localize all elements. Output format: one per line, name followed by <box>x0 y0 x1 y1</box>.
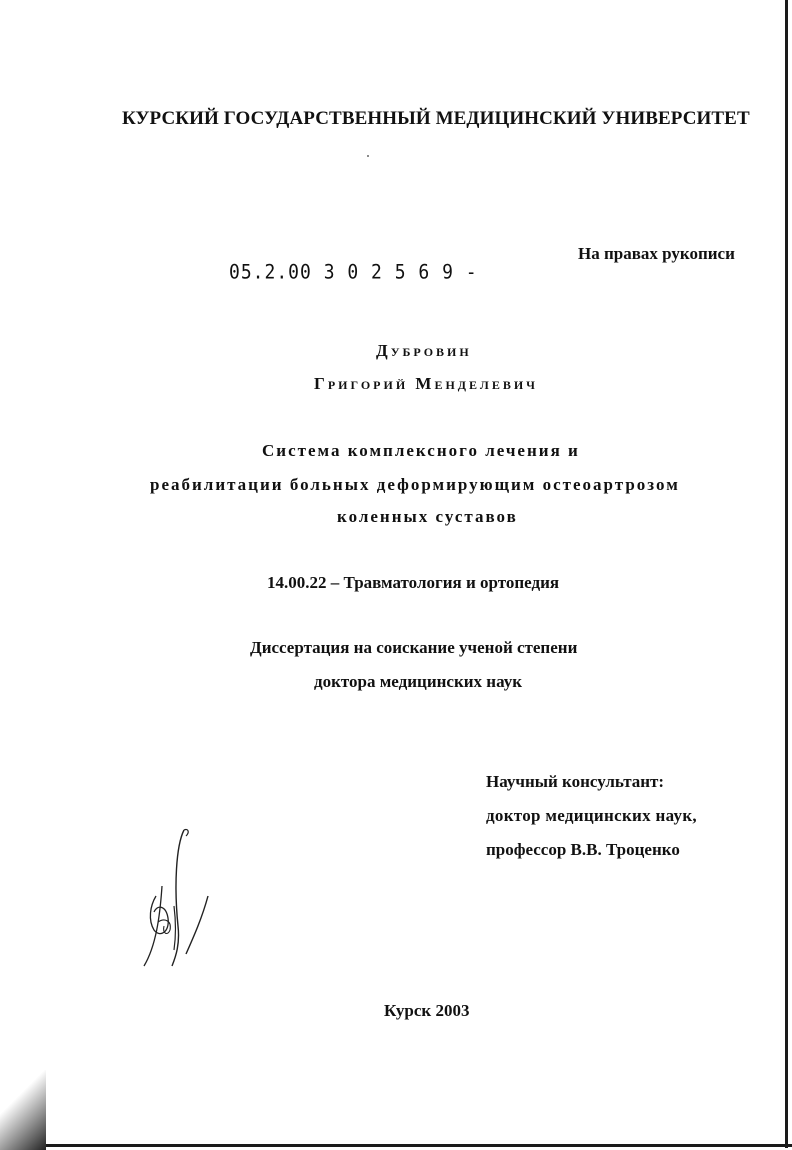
handwritten-signature <box>136 826 216 970</box>
degree-line: Диссертация на соискание ученой степени <box>250 638 578 657</box>
consultant-degree: доктор медицинских наук, <box>486 806 697 825</box>
university-name: КУРСКИЙ ГОСУДАРСТВЕННЫЙ МЕДИЦИНСКИЙ УНИВЕРСИТЕТ <box>122 108 750 129</box>
thesis-title-line: реабилитации больных деформирующим остеоартрозом <box>150 475 680 494</box>
scan-speck <box>367 155 369 157</box>
rights-note: На правах рукописи <box>578 244 735 263</box>
author-given-names: Григорий Менделевич <box>314 374 538 393</box>
author-surname: Дубровин <box>376 341 472 360</box>
specialty: 14.00.22 – Травматология и ортопедия <box>267 573 560 592</box>
city-year: Курск 2003 <box>384 1001 470 1020</box>
thesis-title-line: коленных суставов <box>337 507 518 526</box>
archive-stamp: 05.2.00 3 0 2 5 6 9 - <box>229 260 478 285</box>
scan-border-right <box>785 0 788 1148</box>
thesis-title-line: Система комплексного лечения и <box>262 441 580 460</box>
scan-border-bottom <box>30 1144 792 1147</box>
scan-shadow <box>0 1070 46 1150</box>
consultant-name: профессор В.В. Троценко <box>486 840 680 859</box>
degree-line: доктора медицинских наук <box>314 672 523 691</box>
consultant-heading: Научный консультант: <box>486 772 665 791</box>
